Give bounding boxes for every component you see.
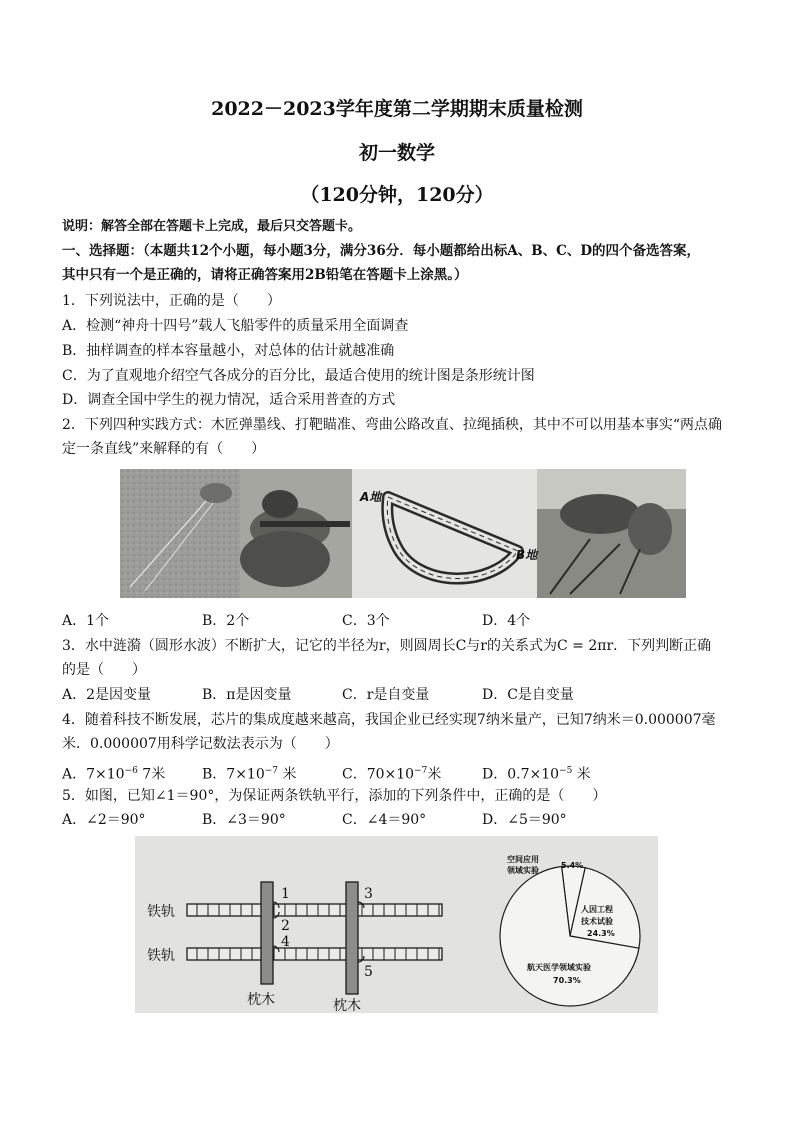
q3-stem-line1: 3．水中涟漪（圆形水波）不断扩大，记它的半径为r，则圆周长C与r的关系式为C = 2πr．下列判断正确 <box>62 638 712 654</box>
pie-pct-human: 24.3% <box>587 929 615 938</box>
q4-option-d: D．$0.7\times 10^{-5}$ 米 <box>482 766 591 783</box>
road-label-a: A地 <box>360 490 382 504</box>
pie-label-human-line2: 技术试验 <box>581 917 613 926</box>
q5-option-c: C．∠4＝90° <box>342 812 427 828</box>
q4-option-b: B．$7\times 10^{-7}$ 米 <box>202 766 297 783</box>
q5-option-d: D．∠5＝90° <box>482 812 567 828</box>
angle-label-4: 4 <box>281 934 290 950</box>
q1-option-d: D．调查全国中学生的视力情况，适合采用普查的方式 <box>62 392 396 408</box>
q2-photo-strip <box>120 469 686 598</box>
pie-label-space-line2: 领域实验 <box>507 866 539 875</box>
q2-stem-line1: 2．下列四种实践方式：木匠弹墨线、打靶瞄准、弯曲公路改直、拉绳插秧，其中不可以用基本事实“两点确 <box>62 417 723 433</box>
q4-stem-line1: 4．随着科技不断发展，芯片的集成度越来越高，我国企业已经实现7纳米量产，已知7纳米＝0.000007毫 <box>62 712 716 728</box>
instructions: 说明：解答全部在答题卡上完成，最后只交答题卡。 <box>62 219 362 234</box>
q1-option-b: B．抽样调查的样本容量越小，对总体的估计就越准确 <box>62 343 395 359</box>
q2-stem-line2: 定一条直线”来解释的有（ ） <box>62 441 266 457</box>
q1-stem: 1．下列说法中，正确的是（ ） <box>62 293 281 309</box>
q2-photo-illustrations <box>120 469 686 598</box>
rail-label-bottom: 铁轨 <box>147 948 175 964</box>
pie-label-space-line1: 空间应用 <box>507 855 539 864</box>
pie-pct-medical: 70.3% <box>553 976 581 985</box>
pie-chart <box>500 866 640 1006</box>
q3-stem-line2: 的是（ ） <box>62 662 146 678</box>
q2-option-b: B．2个 <box>202 613 250 629</box>
q2-option-c: C．3个 <box>342 613 390 629</box>
angle-label-5: 5 <box>364 964 373 980</box>
q3-option-d: D．C是自变量 <box>482 687 574 703</box>
q3-option-c: C．r是自变量 <box>342 687 430 703</box>
q4-stem-line2: 米．0.000007用科学记数法表示为（ ） <box>62 736 339 752</box>
q5-stem: 5．如图，已知∠1＝90°，为保证两条铁轨平行，添加的下列条件中，正确的是（ ） <box>62 788 607 804</box>
angle-label-2: 2 <box>281 918 290 934</box>
q5-figure-panel <box>135 836 658 1013</box>
exam-subject: 初一数学 <box>358 142 435 164</box>
rail-diagram <box>187 882 442 994</box>
road-label-b: B地 <box>516 548 538 562</box>
angle-label-3: 3 <box>364 886 373 902</box>
pie-label-medical: 航天医学领域实验 <box>527 963 591 972</box>
section-1-heading-line1: 一、选择题：（本题共12个小题，每小题3分，满分36分．每小题都给出标A、B、C、D的四个备选答案， <box>62 243 701 259</box>
q4-option-a: A．$7\times 10^{-6}$ 7米 <box>62 766 166 783</box>
q5-figures <box>135 836 658 1013</box>
q5-option-b: B．∠3＝90° <box>202 812 286 828</box>
exam-title: 2022－2023学年度第二学期期末质量检测 <box>211 98 583 120</box>
sleeper-label-left: 枕木 <box>247 992 275 1008</box>
exam-time-score: （120分钟，120分） <box>300 184 494 206</box>
q2-option-d: D．4个 <box>482 613 531 629</box>
sleeper-label-right: 枕木 <box>333 998 361 1013</box>
pie-pct-space: 5.4% <box>561 861 584 870</box>
rail-label-top: 铁轨 <box>147 904 175 920</box>
q5-option-a: A．∠2＝90° <box>62 812 146 828</box>
q3-option-b: B．π是因变量 <box>202 687 292 703</box>
q1-option-c: C．为了直观地介绍空气各成分的百分比，最适合使用的统计图是条形统计图 <box>62 368 535 384</box>
angle-label-1: 1 <box>281 886 290 902</box>
q3-option-a: A．2是因变量 <box>62 687 152 703</box>
q2-option-a: A．1个 <box>62 613 110 629</box>
pie-label-human-line1: 人因工程 <box>581 905 613 914</box>
q1-option-a: A．检测“神舟十四号”载人飞船零件的质量采用全面调查 <box>62 318 409 334</box>
q4-option-c: C．$70\times 10^{-7}$米 <box>342 766 442 783</box>
section-1-heading-line2: 其中只有一个是正确的，请将正确答案用2B铅笔在答题卡上涂黑。） <box>62 267 468 283</box>
